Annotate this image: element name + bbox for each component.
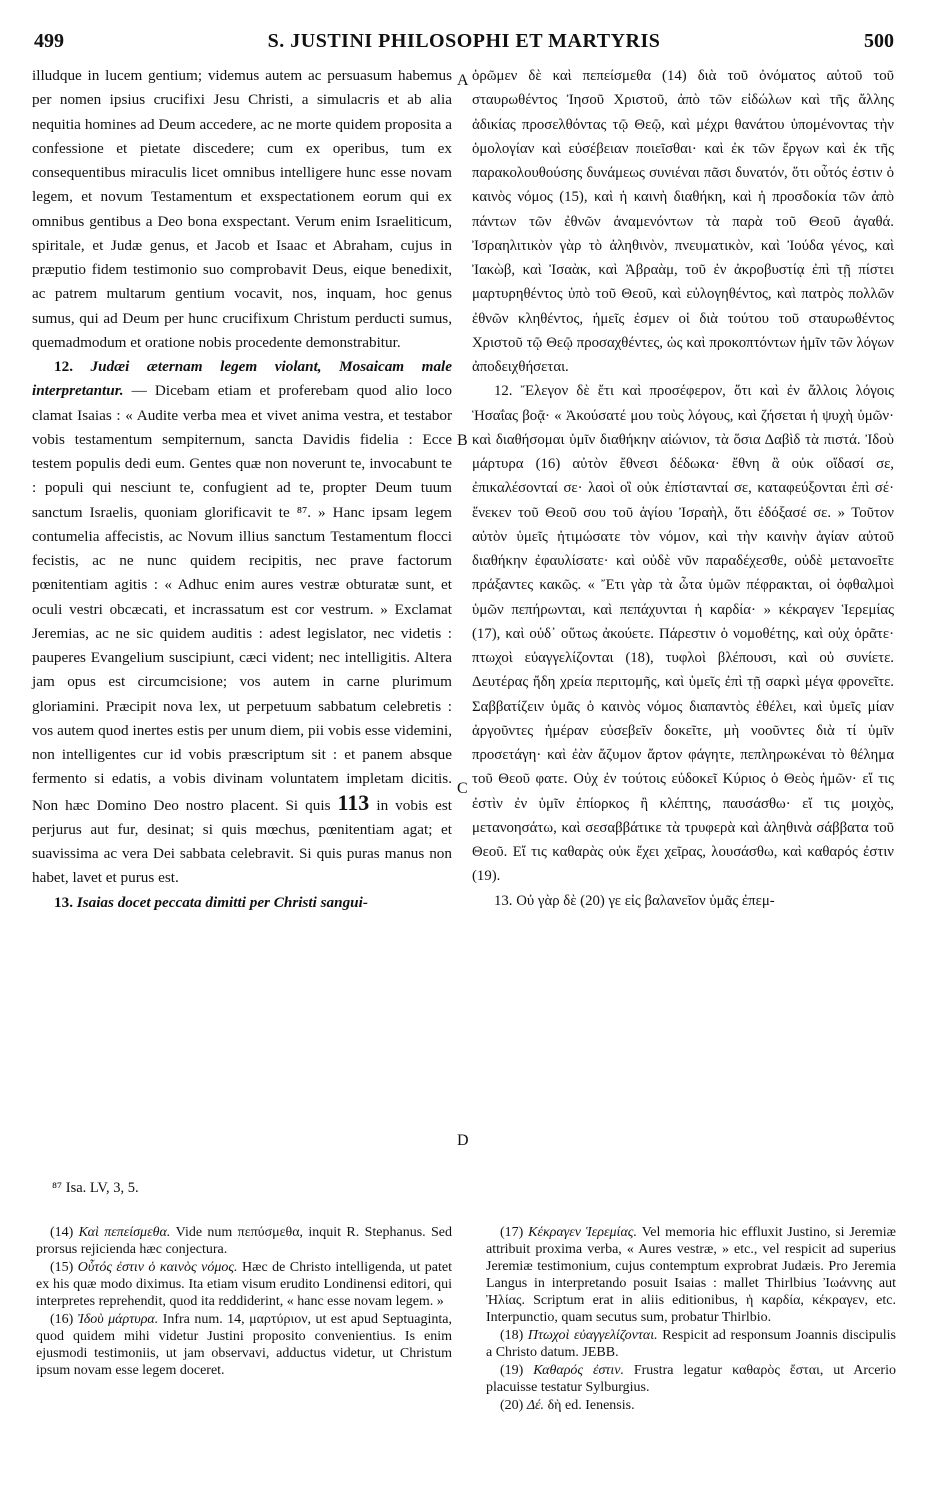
note: (18) Πτωχοὶ εὐαγγελίζονται. Respicit ad responsum Joannis discipulis a Christo datum. JEBB.	[486, 1328, 896, 1360]
margin-marker-d: D	[457, 1132, 469, 1149]
note: (19) Καθαρός ἐστιν. Frustra legatur καθαρὸς ἔσται, ut Arcerio placuisse testatur Sylburgius.	[486, 1363, 896, 1395]
right-page-number: 500	[864, 30, 894, 52]
left-page-number: 499	[34, 30, 64, 52]
margin-marker-a: A	[457, 72, 469, 89]
note: (14) Καὶ πεπείσμεθα. Vide num πεπύσμεθα, inquit R. Stephanus. Sed prorsus rejicienda hæc conjectura.	[36, 1225, 452, 1257]
latin-section-13	[32, 891, 452, 915]
greek-paragraph-11-end: ὁρῶμεν δὲ καὶ πεπείσμεθα (14) διὰ τοῦ ὀνόματος αὐτοῦ τοῦ σταυρωθέντος Ἰησοῦ Χριστοῦ, ἀπὸ τῶν εἰδώλων καὶ τῆς ἄλλης ἀδικίας προσελθόντας τῷ Θεῷ, καὶ μέχρι θανάτου ὑπομένοντας τὴν ὁμολογίαν καὶ εὐσέβειαν ποιεῖσθαι· καὶ ἐκ τῶν ἔργων καὶ ἐκ τῆς παρακολουθούσης δυνάμεως συνιέναι πᾶσι δυνατόν, ὅτι οὗτός ἐστιν ὁ καινὸς νόμος (15), καὶ ἡ καινὴ διαθήκη, καὶ ἡ προσδοκία τῶν ἀπὸ πάντων τῶν ἐθνῶν ἀναμενόντων τὰ παρὰ τοῦ Θεοῦ ἀγαθά. Ἰσραηλιτικὸν γὰρ τὸ ἀληθινὸν, πνευματικὸν, καὶ Ἰούδα γένος, καὶ Ἰακὼβ, καὶ Ἰσαὰκ, καὶ Ἀβραὰμ, τοῦ ἐν ἀκροβυστίᾳ ἐπὶ τῇ πίστει μαρτυρηθέντος ὑπὸ τοῦ Θεοῦ, καὶ εὐλογηθέντος, καὶ πατρὸς πολλῶν ἐθνῶν κληθέντος, ἡμεῖς ἐσμεν οἱ διὰ τούτου τοῦ σταυρωθέντος Χριστοῦ τῷ Θεῷ προσαχθέντες, ὡς καὶ προκοπτόντων ἡμῖν τῶν λόγων ἀποδειχθήσεται.	[472, 68, 894, 375]
section-number: 13.	[54, 893, 73, 911]
latin-section-12-text-cont: in vobis est perjurus aut fur, desinat; si quis mœchus, pœnitentiam agat; et suavissima ac vera Dei sabbata celebravit. Si quis puras manus non habet, lavet et purus est.	[32, 796, 452, 887]
running-header	[34, 30, 894, 60]
latin-column	[32, 64, 452, 915]
note: (17) Κέκραγεν Ἱερεμίας. Vel memoria hic effluxit Justino, si Jeremiæ attribuit proxima verba, « Aures vestræ, » etc., vel respicit ad superius Jeremiæ testimonium, cujus contemptum exprobrat Judæis. Pro Jeremia Langus in interpretando posuit Isaias : mallet Thirlbius Ἰωάννης aut Ἠλίας. Scriptum erat in aliis editionibus, ἡ καρδία, κέκραγεν, etc. Interpunctio, quam secutus sum, probatur Thirlbio.	[486, 1225, 896, 1325]
notes-left-column	[36, 1224, 452, 1380]
latin-section-12-text: — Dicebam etiam et proferebam quod alio loco clamat Isaias : « Audite verba mea et vivet anima vestra, et testabor vobis testamentum sempiternum, sancta Davidis fidelia : Ecce testem populis dedi eum. Gentes quæ non noverunt te, invocabunt te : populi qui nesciunt te, confugient ad te, propter Deum tuum sanctum Israelis, quoniam glorificavit te ⁸⁷. » Hanc ipsam legem contumelia affecistis, ac Novum illius sanctum Testamentum flocci fecistis, ac ne nunc quidem recipitis, nec prave factorum pœnitentiam agitis : « Adhuc enim aures vestræ obturatæ sunt, et oculi vestri obcæcati, et incrassatum est cor vestrum. » Exclamat Jeremias, ac ne sic quidem auditis : adest legislator, nec videtis : pauperes Evangelium suscipiunt, cæci vident; nec intelligitis. Altera jam opus est circumcisione; vos autem in carne plurimum gloriamini. Præcipit nova lex, ut perpetuum sabbatum celebretis : vos autem quod inertes estis per unum diem, pii vobis esse videmini, non intelligentes cur id vobis præscriptum sit : et panem absque fermento si edatis, a vobis divinam voluntatem impletam dicitis. Non hæc Domino Deo nostro placent. Si quis	[32, 382, 452, 814]
greek-column	[472, 64, 894, 913]
section-number: 12.	[54, 358, 73, 375]
scripture-footnote: ⁸⁷ Isa. LV, 3, 5.	[52, 1180, 139, 1196]
section-title: Judæi æternam legem violant, Mosaicam male interpretantur.	[32, 358, 453, 400]
section-title: Isaias docet peccata dimitti per Christi sangui-	[76, 893, 368, 911]
greek-section-12: 12. Ἔλεγον δὲ ἔτι καὶ προσέφερον, ὅτι καὶ ἐν ἄλλοις λόγοις Ἡσαΐας βοᾷ· « Ἀκούσατέ μου τοὺς λόγους, καὶ ζήσεται ἡ ψυχὴ ὑμῶν· καὶ διαθήσομαι ὑμῖν διαθήκην αἰώνιον, τὰ ὅσια Δαβὶδ τὰ πιστά. Ἰδοὺ μάρτυρα (16) αὐτὸν ἔθνεσι δέδωκα· ἔθνη ἃ οὐκ οἴδασί σε, ἐπικαλέσονταί σε· λαοὶ οἳ οὐκ ἐπίστανταί σε, καταφεύξονται ἐπὶ σέ· ἕνεκεν τοῦ Θεοῦ σου τοῦ ἁγίου Ἰσραὴλ, ὅτι ἐδόξασέ σε. » Τοῦτον αὐτὸν ὑμεῖς ἠτιμώσατε τὸν νόμον, καὶ τὴν καινὴν ἁγίαν αὐτοῦ διαθήκην ἐφαυλίσατε· καὶ οὐδὲ νῦν παραδέχεσθε, οὐδὲ μετανοεῖτε πράξαντες κακῶς. « Ἔτι γὰρ τὰ ὦτα ὑμῶν πέφρακται, οἱ ὀφθαλμοὶ ὑμῶν πεπήρωνται, καὶ πεπάχυνται ἡ καρδία· » κέκραγεν Ἱερεμίας (17), καὶ οὐδ᾽ οὕτως ἀκούετε. Πάρεστιν ὁ νομοθέτης, καὶ οὐχ ὁρᾶτε· πτωχοὶ εὐαγγελίζονται (18), τυφλοὶ βλέπουσι, καὶ οὐ συνίετε. Δευτέρας ἤδη χρεία περιτομῆς, καὶ ὑμεῖς ἐπὶ τῇ σαρκὶ μέγα φρονεῖτε. Σαββατίζειν ὑμᾶς ὁ καινὸς νόμος διαπαντὸς ἐθέλει, καὶ ὑμεῖς μίαν ἀργοῦντες ἡμέραν εὐσεβεῖν δοκεῖτε, μὴ νοοῦντες διὰ τί ὑμῖν προσετάγη· καὶ ἐὰν ἄζυμον ἄρτον φάγητε, πεπληρωκέναι τὸ θέλημα τοῦ Θεοῦ φατε. Οὐχ ἐν τούτοις εὐδοκεῖ Κύριος ὁ Θεὸς ἡμῶν· εἴ τις ἐστὶν ἐν ὑμῖν ἐπίορκος ἢ κλέπτης, παυσάσθω· εἴ τις μοιχὸς, μετανοησάτω, καὶ σεσαββάτικε τὰ τρυφερὰ καὶ ἀληθινὰ σάββατα τοῦ Θεοῦ. Εἴ τις καθαρὰς οὐκ ἔχει χεῖρας, λουσάσθω, καὶ καθαρός ἐστιν (19).	[472, 383, 894, 885]
note: (20) Δέ. δὴ ed. Ienensis.	[500, 1398, 635, 1413]
notes-right-column	[486, 1224, 896, 1415]
running-title: S. JUSTINI PHILOSOPHI ET MARTYRIS	[267, 30, 661, 52]
latin-paragraph-11-end: illudque in lucem gentium; videmus autem ac persuasum habemus per nomen ipsius crucifixi Jesu Christi, a simulacris et ab alia nequitia homines ad Deum accedere, ac ne morte quidem proposita a confessione et pietate discedere; cum ex operibus, tum ex consequentibus miraculis licet omnibus intelligere hunc esse novam legem, et novum Testamentum et exspectationem eorum qui ex omnibus gentibus a Deo bona exspectant. Verum enim Israeliticum, spiritale, et Judæ genus, et Jacob et Isaac et Abraham, cujus in præputio fidem testimonio suo comprobavit Deus, eique benedixit, ac patrem multarum gentium vocavit, nos, inquam, hoc genus sumus, qui ad Deum per hunc crucifixum Christum perducti sumus, quemadmodum et oratione nobis procedente demonstrabitur.	[32, 67, 452, 351]
margin-marker-c: C	[457, 780, 468, 797]
latin-section-12	[32, 355, 452, 891]
marginal-page-number: 113	[337, 789, 370, 815]
note: (15) Οὗτός ἐστιν ὁ καινὸς νόμος. Hæc de Christo intelligenda, ut patet ex his quæ modo diximus. Ita etiam visum erudito Londinensi editori, qui interpretes reprehendit, quod ita reddiderint, « hanc esse novam legem. »	[36, 1260, 452, 1309]
margin-marker-b: B	[457, 432, 468, 449]
note: (16) Ἰδοὺ μάρτυρα. Infra num. 14, μαρτύριον, ut est apud Septuaginta, quod quidem mihi videtur Justini proposito convenientius. Is enim ejusmodi testimoniis, ut jam observavi, adductus videtur, ut Christum ipsum novam esse legem doceret.	[36, 1312, 453, 1378]
greek-section-13: 13. Οὐ γὰρ δὲ (20) γε εἰς βαλανεῖον ὑμᾶς ἐπεμ-	[494, 892, 775, 909]
